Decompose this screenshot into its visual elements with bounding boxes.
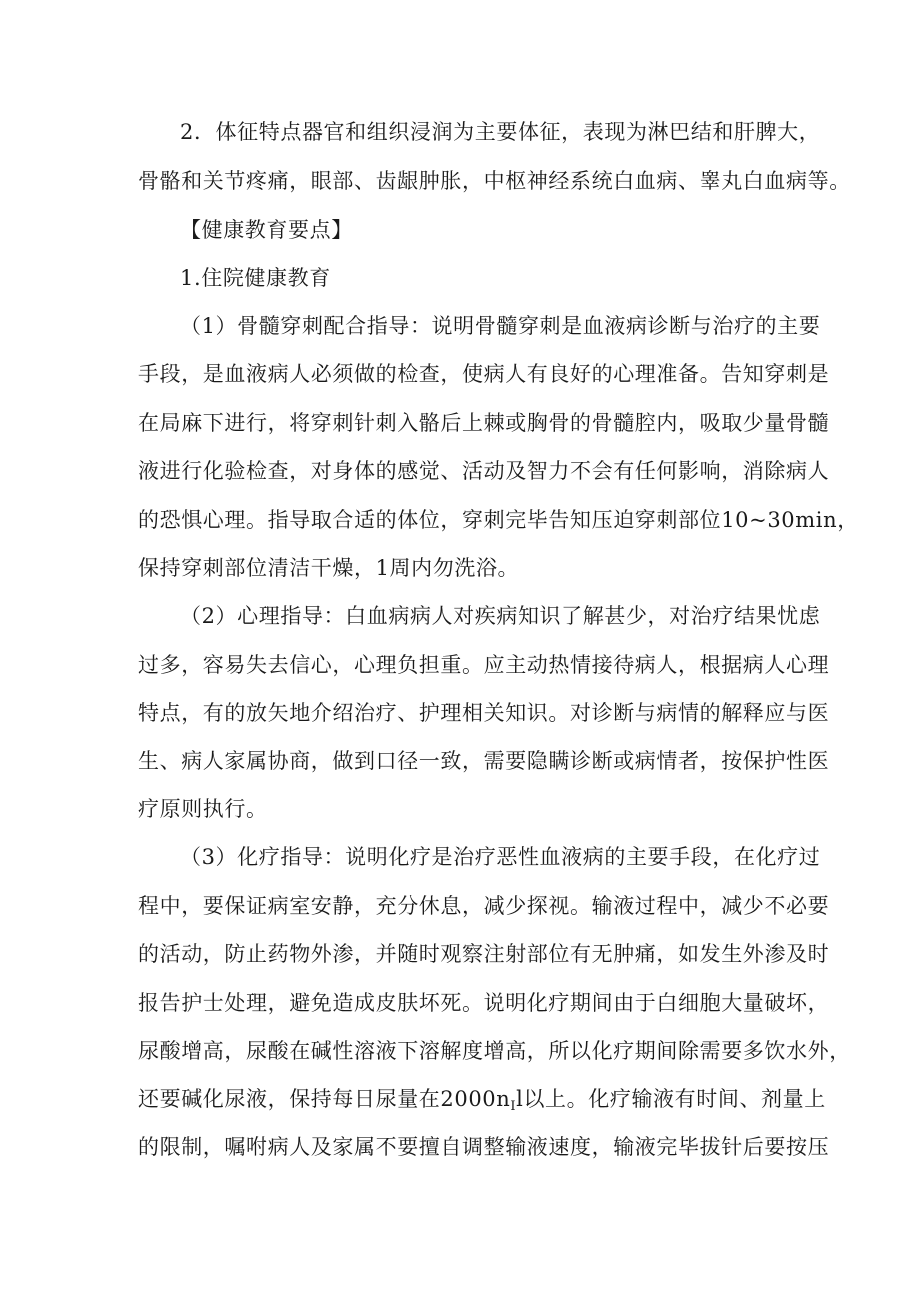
text-line: （2）心理指导：白血病病人对疾病知识了解甚少，对治疗结果忧虑 — [180, 604, 821, 628]
text-line: 骨骼和关节疼痛，眼部、齿龈肿胀，中枢神经系统白血病、睾丸白血病等。 — [138, 169, 851, 193]
text-line: 液进行化验检查，对身体的感觉、活动及智力不会有任何影响，消除病人 — [138, 459, 830, 483]
subsection-heading: 1.住院健康教育 — [180, 266, 331, 290]
text-line: 特点，有的放矢地介绍治疗、护理相关知识。对诊断与病情的解释应与医 — [138, 701, 830, 725]
text-line: 尿酸增高，尿酸在碱性溶液下溶解度增高，所以化疗期间除需要多饮水外， — [138, 1039, 851, 1063]
text-line: 2．体征特点器官和组织浸润为主要体征，表现为淋巴结和肝脾大， — [180, 120, 821, 144]
text-line: 手段，是血液病人必须做的检查，使病人有良好的心理准备。告知穿刺是 — [138, 362, 830, 386]
text-line: （3）化疗指导：说明化疗是治疗恶性血液病的主要手段，在化疗过 — [180, 845, 821, 869]
text-fragment: l以上。化疗输液有时间、剂量上 — [516, 1087, 826, 1111]
text-line — [138, 1086, 826, 1120]
text-line: 的活动，防止药物外渗，并随时观察注射部位有无肿痛，如发生外渗及时 — [138, 942, 830, 966]
text-line: 保持穿刺部位清洁干燥，1周内勿洗浴。 — [138, 556, 520, 580]
section-heading: 【健康教育要点】 — [180, 218, 353, 242]
subscript-fragment: I — [510, 1099, 517, 1114]
text-line: 程中，要保证病室安静，充分休息，减少探视。输液过程中，减少不必要 — [138, 894, 830, 918]
text-line: 的恐惧心理。指导取合适的体位，穿刺完毕告知压迫穿刺部位10~30min， — [138, 508, 859, 532]
text-line: 生、病人家属协商，做到口径一致，需要隐瞒诊断或病情者，按保护性医 — [138, 749, 830, 773]
text-line: 疗原则执行。 — [138, 797, 268, 821]
text-line: （1）骨髓穿刺配合指导：说明骨髓穿刺是血液病诊断与治疗的主要 — [180, 314, 821, 338]
text-line: 过多，容易失去信心，心理负担重。应主动热情接待病人，根据病人心理 — [138, 653, 830, 677]
text-line: 的限制，嘱咐病人及家属不要擅自调整输液速度，输液完毕拔针后要按压 — [138, 1135, 830, 1159]
text-line: 在局麻下进行，将穿刺针刺入骼后上棘或胸骨的骨髓腔内，吸取少量骨髓 — [138, 411, 830, 435]
text-fragment: 还要碱化尿液，保持每日尿量在2000n — [138, 1087, 511, 1111]
text-line: 报告护士处理，避免造成皮肤坏死。说明化疗期间由于白细胞大量破坏， — [138, 991, 830, 1015]
